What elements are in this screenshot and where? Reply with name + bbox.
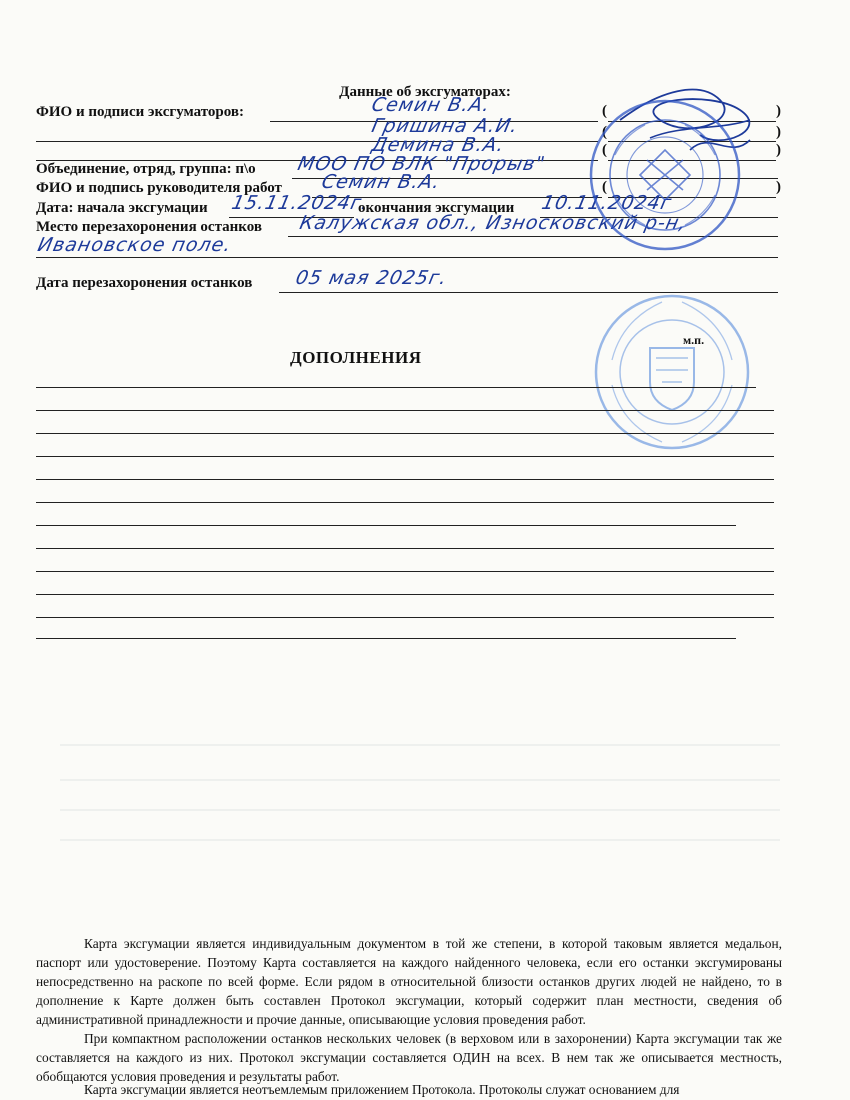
exhumers-label: ФИО и подписи эксгуматоров: <box>36 104 244 120</box>
reburial-place-value-1: Калужская обл., Износковский р-н, <box>297 212 689 234</box>
additions-line <box>36 525 736 526</box>
additions-line <box>36 387 756 388</box>
reburial-place-line-2 <box>36 257 778 258</box>
unit-label: Объединение, отряд, группа: п\о <box>36 161 256 177</box>
leader-label: ФИО и подпись руководителя работ <box>36 180 282 196</box>
instruction-paragraph-3: Карта эксгумации является неотъемлемым приложением Протокола. Протоколы служат основанием для <box>84 1082 680 1097</box>
date-end-value: 10.11.2024г <box>539 192 675 214</box>
reburial-place-value-2: Ивановское поле. <box>35 234 234 256</box>
organization-stamp-icon <box>585 95 745 255</box>
administration-stamp-icon <box>592 290 752 455</box>
reburial-date-value: 05 мая 2025г. <box>293 267 450 289</box>
instruction-paragraph-2: При компактном расположении останков нескольких человек (в верховом или в захоронении) Карта эксгумации так же составляется на каждого из них. Протокол эксгумации составляется ОДИН на всех. В нем так же описывается местность, обобщаются условия проведения и результаты работ. <box>36 1031 782 1084</box>
additions-line <box>36 433 774 434</box>
exhumer-name-3: Демина В.А. <box>369 134 507 156</box>
paren-close-1: ) <box>776 103 781 119</box>
additions-line <box>36 571 774 572</box>
additions-line <box>36 594 774 595</box>
additions-line <box>36 410 774 411</box>
instruction-paragraph-1: Карта эксгумации является индивидуальным документом в той же степени, в которой таковым является медальон, паспорт или удостоверение. Поэтому Карта составляется на каждого найденного человека, если его останки эксгумированы непосредственно на раскопе по всей форме. Если рядом в относительной близости останков других людей не найдено, то в дополнение к Карте должен быть составлен Протокол эксгумации, который содержит план местности, сведения об административной принадлежности и прочие данные, описывающие условия проведения работ. <box>36 936 782 1027</box>
additions-line <box>36 638 736 639</box>
paren-open-leader: ( <box>602 179 607 195</box>
stamp-place-label: м.п. <box>683 333 705 347</box>
paren-open-1: ( <box>602 103 607 119</box>
paren-close-2: ) <box>776 124 781 140</box>
additions-line <box>36 456 774 457</box>
leader-value: Семин В.А. <box>319 171 443 193</box>
additions-line <box>36 502 774 503</box>
additions-line <box>36 617 774 618</box>
date-start-value: 15.11.2024г. <box>229 192 372 214</box>
reburial-date-label: Дата перезахоронения останков <box>36 275 253 291</box>
paren-close-leader: ) <box>776 179 781 195</box>
paren-open-3: ( <box>602 142 607 158</box>
exhumers-heading: Данные об эксгуматорах: <box>339 84 511 100</box>
exhumer-name-1: Семин В.А. <box>369 94 493 116</box>
additions-title: ДОПОЛНЕНИЯ <box>290 348 422 367</box>
additions-line <box>36 479 774 480</box>
unit-value: МОО ПО ВЛК "Прорыв" <box>295 153 548 175</box>
date-start-label: Дата: начала эксгумации <box>36 200 208 216</box>
bleed-through-texture-icon <box>0 640 850 900</box>
paren-close-3: ) <box>776 142 781 158</box>
reburial-place-label: Место перезахоронения останков <box>36 219 262 235</box>
exhumer-name-2: Гришина А.И. <box>369 115 521 137</box>
exhumers-line-2 <box>36 141 598 142</box>
paren-open-2: ( <box>602 124 607 140</box>
date-end-label: окончания эксгумации <box>358 200 515 216</box>
additions-line <box>36 548 774 549</box>
